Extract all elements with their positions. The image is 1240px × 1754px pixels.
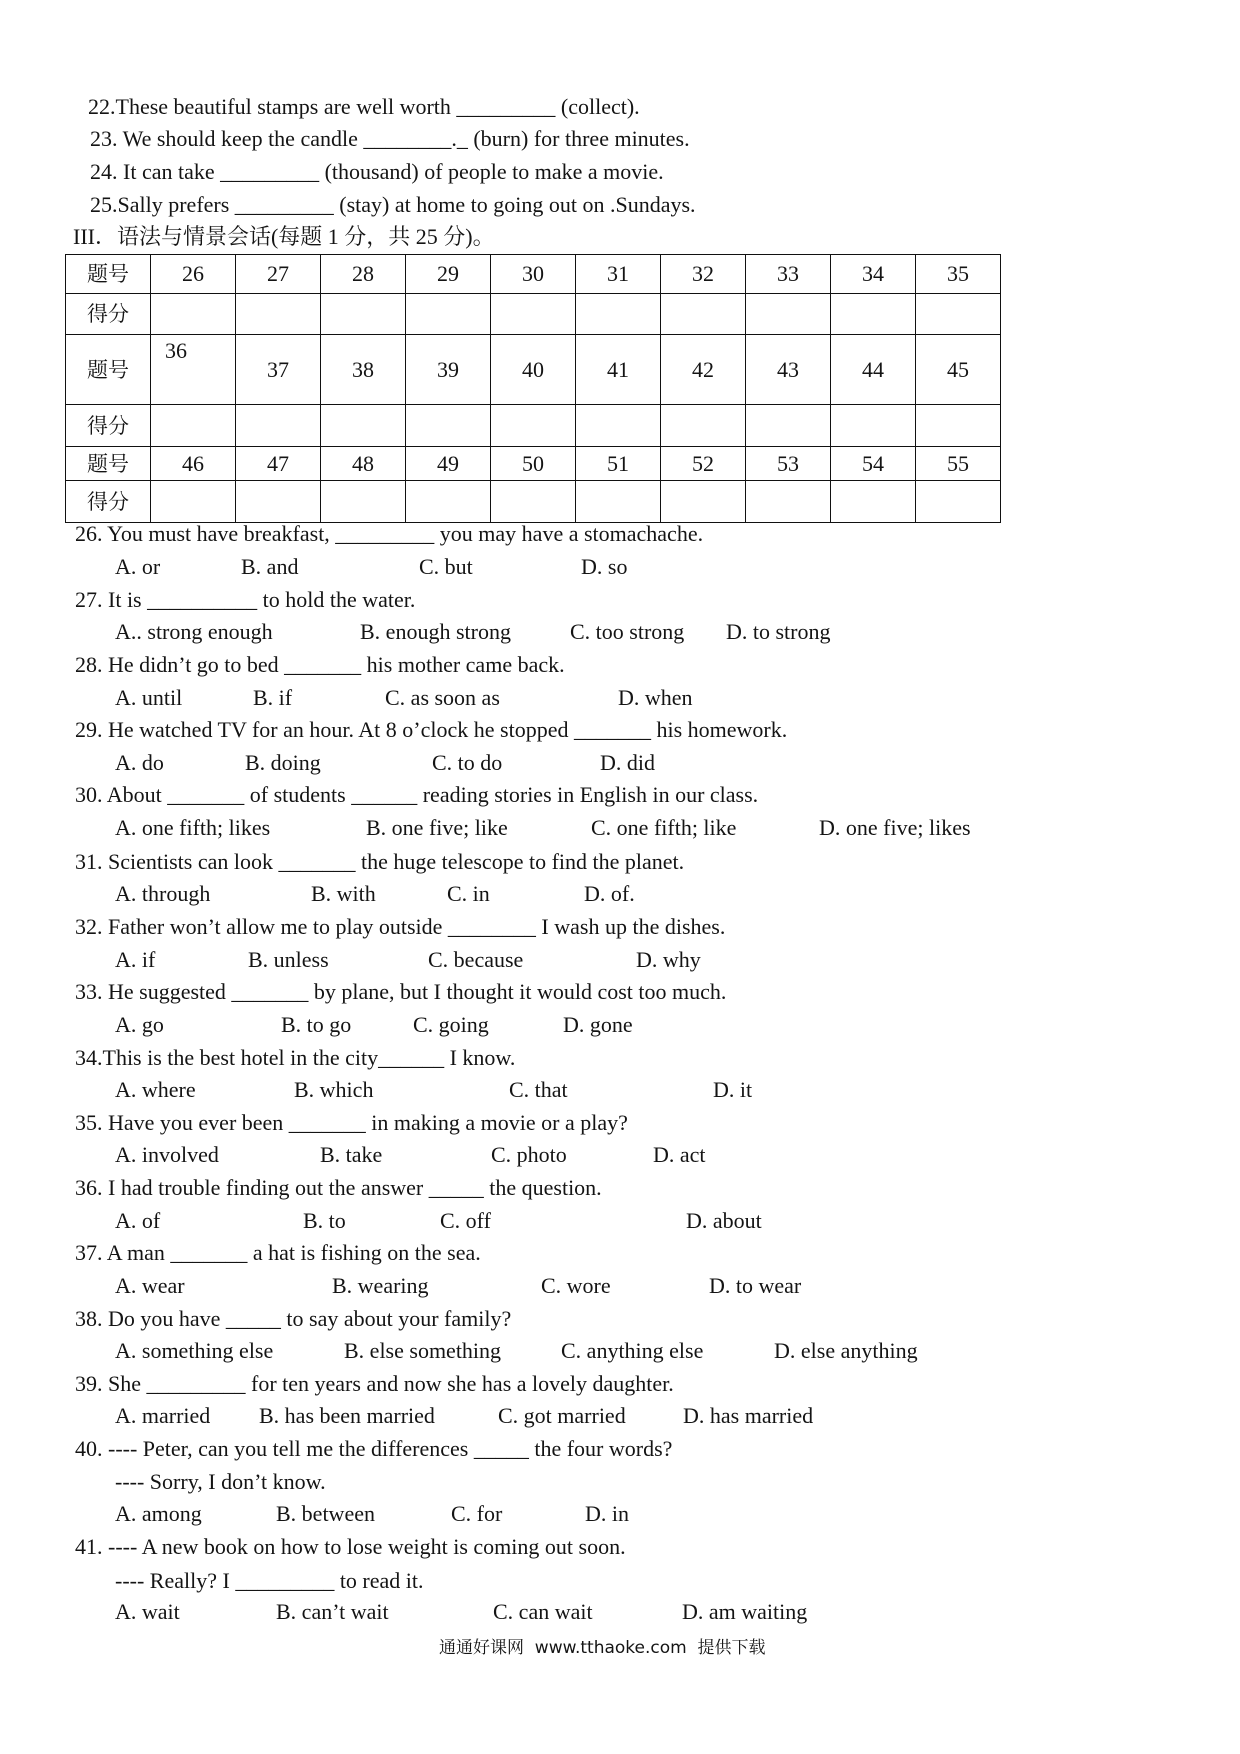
grid-number: 46 <box>151 447 236 481</box>
grid-number: 43 <box>746 335 831 405</box>
grid-number: 53 <box>746 447 831 481</box>
score-cell <box>236 405 321 447</box>
grid-number: 28 <box>321 255 406 294</box>
option-b: B. else something <box>344 1338 502 1363</box>
question-stem: 38. Do you have _____ to say about your family? <box>75 1306 512 1331</box>
grid-row-scores <box>66 481 1001 523</box>
option-b: B. unless <box>248 947 329 972</box>
option-c: C. to do <box>432 750 503 775</box>
score-cell <box>916 481 1001 523</box>
grid-number: 29 <box>406 255 491 294</box>
score-cell <box>491 294 576 335</box>
grid-number: 48 <box>321 447 406 481</box>
options-row <box>0 1501 1240 1527</box>
grid-number: 36 <box>151 335 236 405</box>
question-stem: 32. Father won’t allow me to play outside ________ I wash up the dishes. <box>75 914 726 939</box>
option-d: D. when <box>618 685 693 710</box>
grid-number: 44 <box>831 335 916 405</box>
question-stem: 26. You must have breakfast, _________ you may have a stomachache. <box>75 521 704 546</box>
option-a: A. if <box>115 947 156 972</box>
score-cell <box>321 405 406 447</box>
question-stem: 29. He watched TV for an hour. At 8 o’clock he stopped _______ his homework. <box>75 717 788 742</box>
score-cell <box>321 294 406 335</box>
option-a: A. through <box>115 881 211 906</box>
score-cell <box>916 405 1001 447</box>
option-c: C. off <box>440 1208 491 1233</box>
grid-number: 39 <box>406 335 491 405</box>
score-cell <box>576 481 661 523</box>
options-row <box>0 685 1240 711</box>
option-b: B. has been married <box>259 1403 435 1428</box>
score-cell <box>916 294 1001 335</box>
option-c: C. in <box>447 881 490 906</box>
option-b: B. and <box>241 554 299 579</box>
option-d: D. to strong <box>726 619 831 644</box>
options-row <box>0 1338 1240 1364</box>
option-a: A. something else <box>115 1338 274 1363</box>
grid-number: 55 <box>916 447 1001 481</box>
dialogue-reply: ---- Sorry, I don’t know. <box>115 1469 326 1494</box>
option-a: A. until <box>115 685 183 710</box>
grid-number: 33 <box>746 255 831 294</box>
grid-number: 49 <box>406 447 491 481</box>
option-d: D. in <box>585 1501 629 1526</box>
options-row <box>0 750 1240 776</box>
option-d: D. act <box>653 1142 706 1167</box>
option-c: C. that <box>509 1077 568 1102</box>
grid-label: 得分 <box>66 481 151 523</box>
options-row <box>0 1012 1240 1038</box>
grid-number: 54 <box>831 447 916 481</box>
score-cell <box>151 405 236 447</box>
question-stem: 34.This is the best hotel in the city______ I know. <box>75 1045 516 1070</box>
option-c: C. photo <box>491 1142 567 1167</box>
grid-row-numbers <box>66 335 1001 405</box>
score-cell <box>491 481 576 523</box>
option-d: D. about <box>686 1208 762 1233</box>
option-a: A. go <box>115 1012 164 1037</box>
grid-label: 题号 <box>66 335 151 405</box>
question-stem: 39. She _________ for ten years and now she has a lovely daughter. <box>75 1371 674 1396</box>
grid-number: 52 <box>661 447 746 481</box>
option-d: D. so <box>581 554 628 579</box>
options-row <box>0 1599 1240 1625</box>
question-stem: 28. He didn’t go to bed _______ his mother came back. <box>75 652 565 677</box>
option-c: C. as soon as <box>385 685 500 710</box>
option-d: D. it <box>713 1077 753 1102</box>
grid-row-numbers <box>66 447 1001 481</box>
question-25: 25.Sally prefers _________ (stay) at home to going out on .Sundays. <box>90 192 696 217</box>
option-b: B. enough strong <box>360 619 511 644</box>
question-stem: 33. He suggested _______ by plane, but I thought it would cost too much. <box>75 979 727 1004</box>
option-c: C. anything else <box>561 1338 704 1363</box>
grid-row-scores <box>66 405 1001 447</box>
option-a: A. where <box>115 1077 196 1102</box>
score-cell <box>746 405 831 447</box>
grid-number: 42 <box>661 335 746 405</box>
option-c: C. because <box>428 947 524 972</box>
grid-number: 31 <box>576 255 661 294</box>
score-cell <box>831 294 916 335</box>
option-b: B. to <box>303 1208 346 1233</box>
grid-number: 47 <box>236 447 321 481</box>
options-row <box>0 1142 1240 1168</box>
question-stem: 30. About _______ of students ______ reading stories in English in our class. <box>75 782 759 807</box>
option-a: A. married <box>115 1403 211 1428</box>
options-row <box>0 1403 1240 1429</box>
score-cell <box>236 294 321 335</box>
score-cell <box>321 481 406 523</box>
grid-number: 51 <box>576 447 661 481</box>
grid-label: 题号 <box>66 447 151 481</box>
grid-number: 41 <box>576 335 661 405</box>
option-b: B. to go <box>281 1012 352 1037</box>
score-cell <box>151 294 236 335</box>
options-row <box>0 619 1240 645</box>
score-cell <box>661 481 746 523</box>
options-row <box>0 1077 1240 1103</box>
options-row <box>0 881 1240 907</box>
options-row <box>0 1208 1240 1234</box>
score-cell <box>831 481 916 523</box>
grid-row-numbers <box>66 255 1001 294</box>
option-d: D. to wear <box>709 1273 802 1298</box>
option-b: B. with <box>311 881 376 906</box>
option-d: D. why <box>636 947 701 972</box>
option-c: C. can wait <box>493 1599 593 1624</box>
option-b: B. if <box>253 685 293 710</box>
option-b: B. one five; like <box>366 815 508 840</box>
question-stem: 27. It is __________ to hold the water. <box>75 587 416 612</box>
question-22: 22.These beautiful stamps are well worth _________ (collect). <box>88 94 640 119</box>
option-a: A. or <box>115 554 161 579</box>
score-cell <box>491 405 576 447</box>
score-cell <box>831 405 916 447</box>
score-cell <box>406 405 491 447</box>
answer-grid <box>65 254 1001 523</box>
option-b: B. take <box>320 1142 383 1167</box>
option-a: A. of <box>115 1208 161 1233</box>
section-iii-heading: III．语法与情景会话(每题 1 分，共 25 分)。 <box>73 224 495 249</box>
grid-number: 37 <box>236 335 321 405</box>
option-d: D. am waiting <box>682 1599 808 1624</box>
grid-number: 30 <box>491 255 576 294</box>
score-cell <box>661 294 746 335</box>
question-24: 24. It can take _________ (thousand) of people to make a movie. <box>90 159 664 184</box>
question-stem: 36. I had trouble finding out the answer _____ the question. <box>75 1175 602 1200</box>
option-c: C. wore <box>541 1273 611 1298</box>
score-cell <box>746 294 831 335</box>
grid-number: 50 <box>491 447 576 481</box>
options-row <box>0 554 1240 580</box>
score-cell <box>406 481 491 523</box>
option-a: A.. strong enough <box>115 619 273 644</box>
score-cell <box>576 405 661 447</box>
option-a: A. one fifth; likes <box>115 815 271 840</box>
option-d: D. gone <box>563 1012 633 1037</box>
option-c: C. for <box>451 1501 503 1526</box>
grid-row-scores <box>66 294 1001 335</box>
option-d: D. of. <box>584 881 635 906</box>
question-stem: 31. Scientists can look _______ the huge telescope to find the planet. <box>75 849 685 874</box>
question-stem: 40. ---- Peter, can you tell me the differences _____ the four words? <box>75 1436 673 1461</box>
question-stem: 37. A man _______ a hat is fishing on the sea. <box>75 1240 481 1265</box>
grid-label: 题号 <box>66 255 151 294</box>
score-cell <box>406 294 491 335</box>
option-b: B. can’t wait <box>276 1599 389 1624</box>
option-b: B. wearing <box>332 1273 429 1298</box>
option-a: A. wait <box>115 1599 180 1624</box>
option-a: A. involved <box>115 1142 219 1167</box>
grid-number: 26 <box>151 255 236 294</box>
grid-number: 35 <box>916 255 1001 294</box>
dialogue-reply: ---- Really? I _________ to read it. <box>115 1568 424 1593</box>
grid-number: 38 <box>321 335 406 405</box>
grid-label: 得分 <box>66 405 151 447</box>
grid-label: 得分 <box>66 294 151 335</box>
options-row <box>0 1273 1240 1299</box>
grid-number: 27 <box>236 255 321 294</box>
option-d: D. has married <box>683 1403 814 1428</box>
question-stem: 35. Have you ever been _______ in making a movie or a play? <box>75 1110 628 1135</box>
grid-number: 45 <box>916 335 1001 405</box>
question-stem: 41. ---- A new book on how to lose weight is coming out soon. <box>75 1534 626 1559</box>
page-footer: 通通好课网 www.tthaoke.com 提供下载 <box>439 1638 766 1658</box>
score-cell <box>661 405 746 447</box>
option-d: D. did <box>600 750 655 775</box>
options-row <box>0 815 1240 841</box>
option-c: C. one fifth; like <box>591 815 737 840</box>
grid-number: 40 <box>491 335 576 405</box>
option-a: A. wear <box>115 1273 185 1298</box>
score-cell <box>746 481 831 523</box>
option-c: C. but <box>419 554 473 579</box>
option-a: A. among <box>115 1501 202 1526</box>
score-cell <box>236 481 321 523</box>
score-cell <box>576 294 661 335</box>
option-b: B. doing <box>245 750 321 775</box>
grid-number: 32 <box>661 255 746 294</box>
option-b: B. which <box>294 1077 374 1102</box>
option-d: D. else anything <box>774 1338 918 1363</box>
option-a: A. do <box>115 750 164 775</box>
question-23: 23. We should keep the candle ________._ (burn) for three minutes. <box>90 126 690 151</box>
option-b: B. between <box>276 1501 375 1526</box>
option-c: C. going <box>413 1012 489 1037</box>
score-cell <box>151 481 236 523</box>
option-c: C. got married <box>498 1403 626 1428</box>
option-c: C. too strong <box>570 619 685 644</box>
option-d: D. one five; likes <box>819 815 971 840</box>
options-row <box>0 947 1240 973</box>
grid-number: 34 <box>831 255 916 294</box>
